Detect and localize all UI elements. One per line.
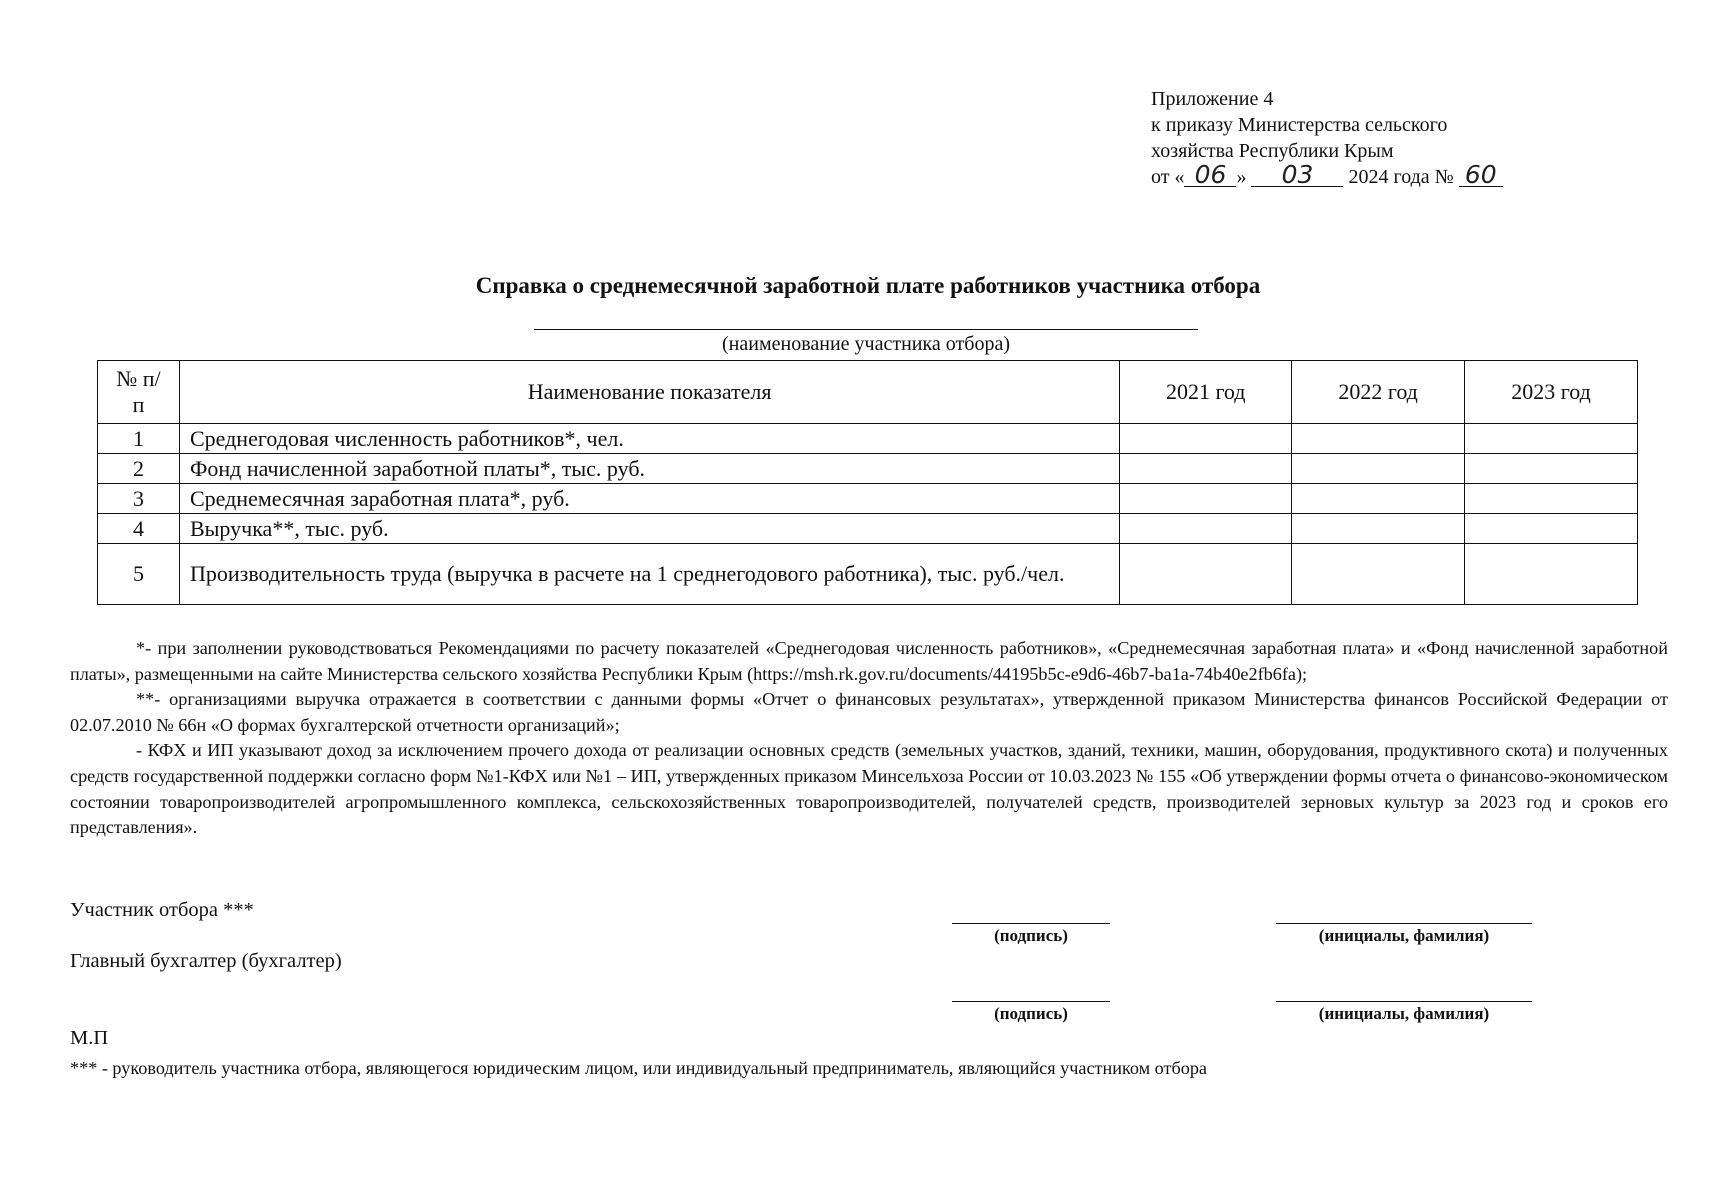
cell-2021 — [1120, 454, 1292, 484]
cell-2022 — [1292, 514, 1465, 544]
appendix-date-line — [1151, 160, 1503, 190]
appendix-ministry: хозяйства Республики Крым — [1151, 140, 1394, 162]
row-indicator: Фонд начисленной заработной платы*, тыс. руб. — [179, 454, 1119, 484]
triple-star-footnote: *** - руководитель участника отбора, являющегося юридическим лицом, или индивидуальный предприниматель, являющийся участником отбора — [70, 1058, 1207, 1078]
accountant-signature-caption: (подпись) — [994, 1004, 1068, 1023]
footnote-double-star: **- организациями выручка отражается в соответствии с данными формы «Отчет о финансовых результатах», утвержденной приказом Министерства финансов Российской Федерации от 02.07.2010 № 66н «О формах бухгалтерской отчетности организаций»; — [70, 689, 1668, 735]
row-number: 4 — [98, 514, 180, 544]
cell-2021 — [1120, 424, 1292, 454]
table-header-row — [98, 361, 1638, 424]
appendix-block — [1151, 86, 1503, 190]
header-2022: 2022 год — [1292, 361, 1465, 424]
appendix-order-ref: к приказу Министерства сельского — [1151, 114, 1448, 136]
cell-2023 — [1465, 514, 1638, 544]
cell-2022 — [1292, 424, 1465, 454]
document-title: Справка о среднемесячной заработной плате работников участника отбора — [475, 273, 1261, 298]
participant-signature-line — [952, 923, 1110, 924]
row-indicator: Производительность труда (выручка в расчете на 1 среднегодового работника), тыс. руб./чел. — [179, 544, 1119, 605]
accountant-signature-line — [952, 1001, 1110, 1002]
stamp-place-label: М.П — [70, 1027, 109, 1049]
date-mid: » — [1236, 166, 1247, 188]
cell-2021 — [1120, 514, 1292, 544]
cell-2022 — [1292, 484, 1465, 514]
header-2023: 2023 год — [1465, 361, 1638, 424]
table-row — [98, 424, 1638, 454]
header-indicator: Наименование показателя — [179, 361, 1119, 424]
accountant-label: Главный бухгалтер (бухгалтер) — [70, 950, 342, 972]
row-number: 5 — [98, 544, 180, 605]
footnote-single-star: *- при заполнении руководствоваться Рекомендациями по расчету показателей «Среднегодовая численность работников», «Среднемесячная заработная плата» и «Фонд начисленной заработной платы», размещенными на сайте Министерства сельского хозяйства Республики Крым (https://msh.rk.gov.ru/documents/44195b5c-e9d6-46b7-ba1a-74b40e2fb6fa); — [70, 638, 1668, 684]
cell-2021 — [1120, 544, 1292, 605]
cell-2022 — [1292, 454, 1465, 484]
accountant-name-caption: (инициалы, фамилия) — [1318, 1004, 1490, 1023]
cell-2023 — [1465, 424, 1638, 454]
row-number: 2 — [98, 454, 180, 484]
participant-signature-caption: (подпись) — [994, 926, 1068, 945]
participant-label: Участник отбора *** — [70, 899, 254, 921]
cell-2022 — [1292, 544, 1465, 605]
table-row — [98, 454, 1638, 484]
handwritten-day: 06 — [1184, 164, 1236, 187]
row-number: 3 — [98, 484, 180, 514]
cell-2021 — [1120, 484, 1292, 514]
row-number: 1 — [98, 424, 180, 454]
handwritten-order-number: 60 — [1459, 164, 1503, 187]
date-prefix: от « — [1151, 166, 1185, 188]
cell-2023 — [1465, 484, 1638, 514]
cell-2023 — [1465, 544, 1638, 605]
row-indicator: Выручка**, тыс. руб. — [179, 514, 1119, 544]
header-2021: 2021 год — [1120, 361, 1292, 424]
row-indicator: Среднемесячная заработная плата*, руб. — [179, 484, 1119, 514]
participant-name-caption: (инициалы, фамилия) — [1318, 926, 1490, 945]
footnotes-block — [70, 636, 1668, 841]
handwritten-month: 03 — [1251, 164, 1343, 187]
footnote-kfh-ip: - КФХ и ИП указывают доход за исключением прочего дохода от реализации основных средств (земельных участков, зданий, техники, машин, оборудования, продуктивного скота) и полученных средств государственной поддержки согласно форм №1-КФХ или №1 – ИП, утвержденных приказом Минсельхоза России от 10.03.2023 № 155 «Об утверждении формы отчета о финансово-экономическом состоянии товаропроизводителей агропромышленного комплекса, сельскохозяйственных товаропроизводителей, получателей средств, производителей зерновых культур за 2023 год и сроков его представления». — [70, 740, 1668, 838]
appendix-number: Приложение 4 — [1151, 88, 1274, 110]
accountant-name-line — [1276, 1001, 1532, 1002]
participant-name-caption: (наименование участника отбора) — [722, 333, 1010, 355]
participant-name-line — [1276, 923, 1532, 924]
table-row — [98, 544, 1638, 605]
header-number: № п/п — [98, 361, 180, 424]
row-indicator: Среднегодовая численность работников*, чел. — [179, 424, 1119, 454]
cell-2023 — [1465, 454, 1638, 484]
indicators-table — [97, 360, 1638, 605]
table-row — [98, 514, 1638, 544]
year-text: 2024 года № — [1348, 166, 1454, 188]
participant-name-line — [534, 329, 1198, 330]
table-row — [98, 484, 1638, 514]
